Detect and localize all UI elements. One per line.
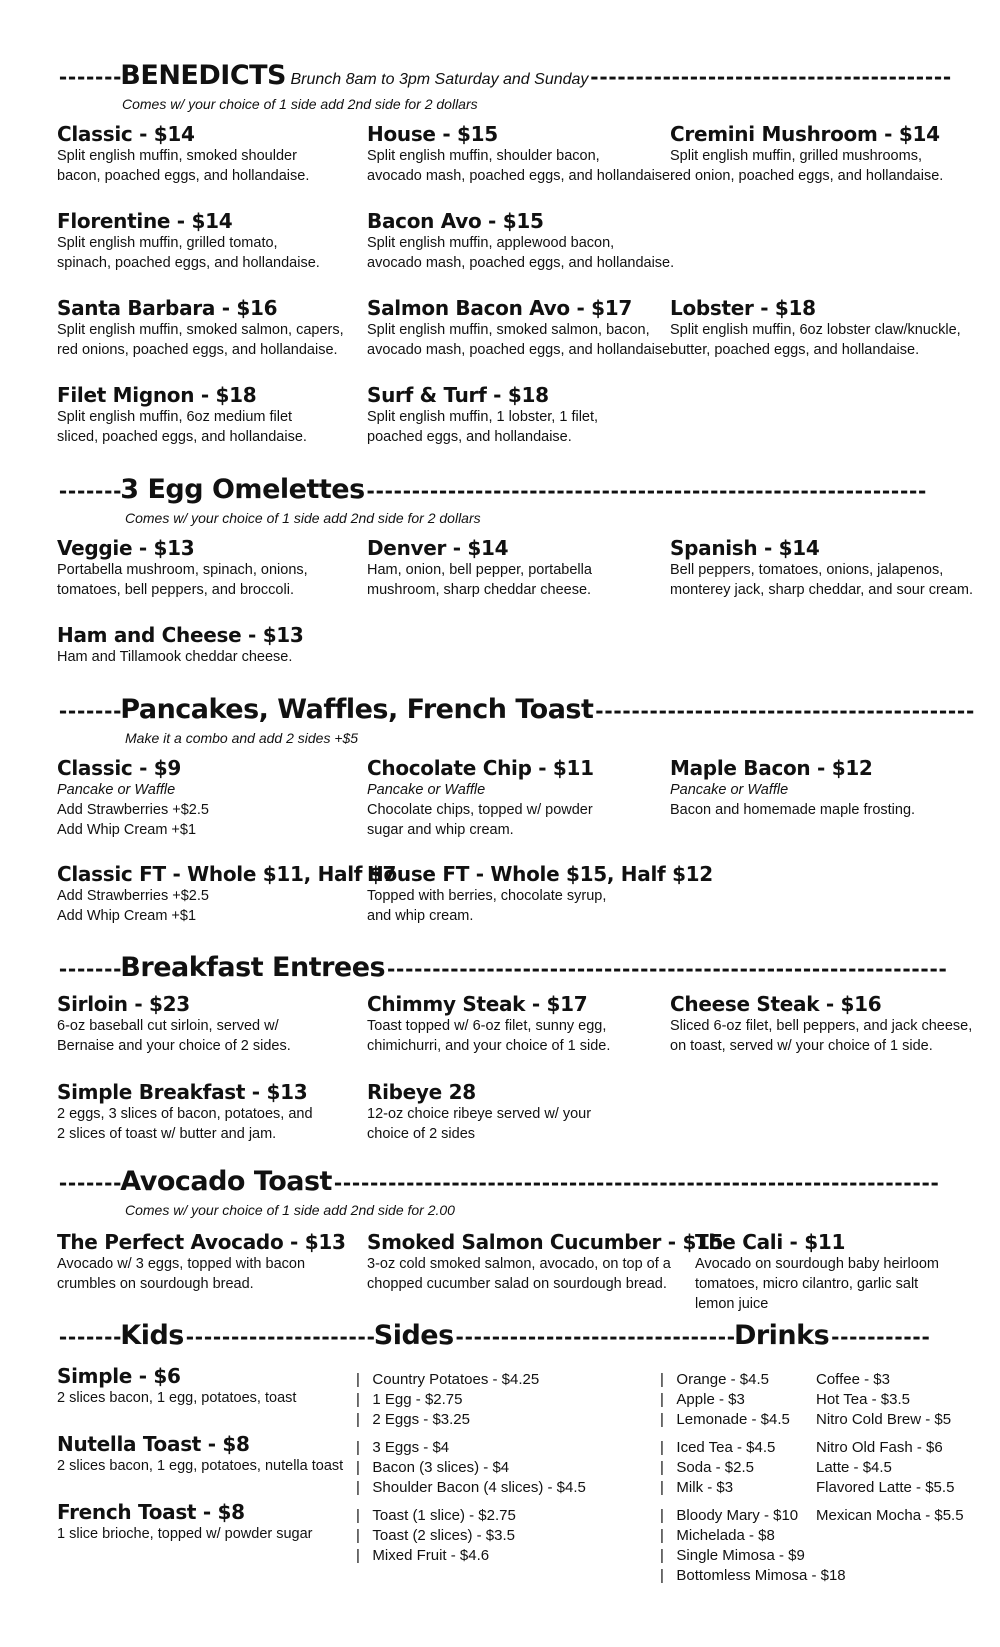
item-title: House FT - Whole $15, Half $12 [367,862,713,886]
item-desc: 2 slices bacon, 1 egg, potatoes, toast [57,1390,297,1406]
section-title: Pancakes, Waffles, French Toast [120,694,594,725]
item-desc: 2 eggs, 3 slices of bacon, potatoes, and 2 slices of toast w/ butter and jam. [57,1106,313,1142]
drinks-group [816,1438,954,1498]
sides-group [356,1438,586,1498]
menu-item [367,1080,591,1144]
item-desc: Split english muffin, 6oz medium filet sliced, poached eggs, and hollandaise. [57,409,307,445]
item-desc: Split english muffin, 6oz lobster claw/knuckle, butter, poached eggs, and hollandaise. [670,322,961,358]
drink-row: | Iced Tea - $4.5 [660,1439,776,1456]
item-title: Florentine - $14 [57,209,233,233]
item-title: Cremini Mushroom - $14 [670,122,940,146]
drink-row: Nitro Old Fash - $6 [816,1439,943,1456]
item-desc: Split english muffin, grilled tomato, spinach, poached eggs, and hollandaise. [57,235,320,271]
drink-row: Hot Tea - $3.5 [816,1391,910,1408]
menu-item [57,296,344,360]
item-subtitle: Pancake or Waffle [57,782,176,798]
section-subtitle: Brunch 8am to 3pm Saturday and Sunday [290,71,589,88]
section-title: Avocado Toast [120,1166,332,1197]
drink-row: | Milk - $3 [660,1479,734,1496]
menu-item [367,536,592,600]
menu-item [670,536,973,600]
item-title: Spanish - $14 [670,536,820,560]
menu-item [57,623,304,667]
item-title: House - $15 [367,122,498,146]
drink-row: Nitro Cold Brew - $5 [816,1411,952,1428]
menu-item [367,992,610,1056]
menu-item [367,862,713,926]
entrees-header [57,952,946,983]
item-title: Nutella Toast - $8 [57,1432,250,1456]
drink-row: | Orange - $4.5 [660,1371,769,1388]
item-title: Filet Mignon - $18 [57,383,257,407]
menu-item [670,756,915,820]
item-title: Denver - $14 [367,536,509,560]
omelettes-note: Comes w/ your choice of 1 side add 2nd side for 2 dollars [125,510,481,526]
item-title: Maple Bacon - $12 [670,756,873,780]
drink-row: Coffee - $3 [816,1371,890,1388]
avocado-header [57,1166,938,1197]
side-row: | Toast (2 slices) - $3.5 [356,1527,515,1544]
item-desc: Toast topped w/ 6-oz filet, sunny egg, chimichurri, and your choice of 1 side. [367,1018,611,1054]
item-desc: Avocado on sourdough baby heirloom tomatoes, micro cilantro, garlic salt lemon juice [695,1256,939,1312]
item-title: Surf & Turf - $18 [367,383,549,407]
drinks-group [816,1506,964,1526]
item-title: Simple Breakfast - $13 [57,1080,308,1104]
kids-item [57,1500,313,1544]
benedicts-note: Comes w/ your choice of 1 side add 2nd side for 2 dollars [122,96,478,112]
item-title: Chimmy Steak - $17 [367,992,588,1016]
menu-item [670,122,943,186]
menu-item [670,296,961,360]
section-title: 3 Egg Omelettes [120,474,365,505]
section-title: BENEDICTS [120,60,286,91]
section-title: Breakfast Entrees [120,952,386,983]
menu-item [57,1230,346,1294]
drinks-group [816,1370,951,1430]
divider: ------- [57,1325,121,1349]
divider: ---------------------------------------- [588,65,951,89]
drink-row: | Apple - $3 [660,1391,745,1408]
item-desc: Avocado w/ 3 eggs, topped with bacon crumbles on sourdough bread. [57,1256,306,1292]
drinks-title: Drinks [733,1320,830,1351]
divider: -------------------------------------------------------------- [385,957,946,981]
side-row: | 1 Egg - $2.75 [356,1391,463,1408]
kids-item [57,1432,343,1476]
drink-row: | Single Mimosa - $9 [660,1547,805,1564]
menu-item [367,122,674,186]
menu-item [367,383,598,447]
menu-item [57,992,291,1056]
menu-item [670,992,972,1056]
divider: ------- [57,699,121,723]
drink-row: | Bottomless Mimosa - $18 [660,1567,846,1584]
item-desc: Bacon and homemade maple frosting. [670,802,916,818]
item-desc: 3-oz cold smoked salmon, avocado, on top of a chopped cucumber salad on sourdough bread. [367,1256,671,1292]
side-row: | Shoulder Bacon (4 slices) - $4.5 [356,1479,586,1496]
divider: ------------------------------- [453,1325,734,1349]
menu-item [367,1230,723,1294]
menu-item [57,536,308,600]
drink-row: Mexican Mocha - $5.5 [816,1507,964,1524]
side-row: | 2 Eggs - $3.25 [356,1411,470,1428]
pancakes-header [57,694,973,725]
benedicts-header [57,60,950,91]
item-title: Bacon Avo - $15 [367,209,544,233]
divider: ------- [57,957,121,981]
pancakes-note: Make it a combo and add 2 sides +$5 [125,730,359,746]
item-desc: Split english muffin, 1 lobster, 1 filet, poached eggs, and hollandaise. [367,409,599,445]
item-desc: Portabella mushroom, spinach, onions, tomatoes, bell peppers, and broccoli. [57,562,308,598]
menu-item [57,209,320,273]
drink-row: | Michelada - $8 [660,1527,775,1544]
divider: ------------------------------------------ [593,699,974,723]
bottom-header [57,1320,929,1351]
sides-title: Sides [373,1320,454,1351]
side-row: | Toast (1 slice) - $2.75 [356,1507,516,1524]
item-desc: Split english muffin, smoked shoulder bacon, poached eggs, and hollandaise. [57,148,310,184]
sides-group [356,1506,516,1566]
avocado-note: Comes w/ your choice of 1 side add 2nd side for 2.00 [125,1202,455,1218]
divider: --------------------- [183,1325,374,1349]
divider: ------- [57,479,121,503]
item-title: Classic - $9 [57,756,182,780]
kids-title: Kids [120,1320,184,1351]
item-title: Classic - $14 [57,122,195,146]
item-desc: 1 slice brioche, topped w/ powder sugar [57,1526,313,1542]
sides-group [356,1370,539,1430]
item-desc: Bell peppers, tomatoes, onions, jalapenos, monterey jack, sharp cheddar, and sour cream. [670,562,974,598]
divider: -------------------------------------------------------------- [364,479,926,503]
menu-item [57,383,307,447]
item-subtitle: Pancake or Waffle [367,782,486,798]
menu-item [367,756,594,840]
menu-item [57,756,209,840]
item-title: Smoked Salmon Cucumber - $15 [367,1230,724,1254]
item-desc: Split english muffin, grilled mushrooms, red onion, poached eggs, and hollandaise. [670,148,944,184]
item-title: Santa Barbara - $16 [57,296,278,320]
item-title: Cheese Steak - $16 [670,992,882,1016]
menu-item [57,1080,313,1144]
menu-item [367,296,674,360]
omelettes-header [57,474,925,505]
divider: ------- [57,65,121,89]
item-desc: 2 slices bacon, 1 egg, potatoes, nutella toast [57,1458,344,1474]
item-desc: Add Strawberries +$2.5 Add Whip Cream +$1 [57,888,209,924]
item-desc: Topped with berries, chocolate syrup, and whip cream. [367,888,607,924]
item-title: Veggie - $13 [57,536,195,560]
drink-row: | Lemonade - $4.5 [660,1411,790,1428]
item-desc: Ham and Tillamook cheddar cheese. [57,649,293,665]
drink-row: Flavored Latte - $5.5 [816,1479,955,1496]
drinks-group [660,1370,790,1430]
item-desc: Ham, onion, bell pepper, portabella mushroom, sharp cheddar cheese. [367,562,592,598]
side-row: | Country Potatoes - $4.25 [356,1371,540,1388]
menu-item [57,862,396,926]
item-title: French Toast - $8 [57,1500,245,1524]
item-desc: Add Strawberries +$2.5 Add Whip Cream +$1 [57,802,209,838]
item-title: Chocolate Chip - $11 [367,756,594,780]
item-title: Lobster - $18 [670,296,816,320]
item-desc: Split english muffin, smoked salmon, bacon, avocado mash, poached eggs, and hollandaise. [367,322,675,358]
item-desc: Sliced 6-oz filet, bell peppers, and jack cheese, on toast, served w/ your choice of 1 side. [670,1018,973,1054]
drink-row: | Soda - $2.5 [660,1459,754,1476]
item-title: Sirloin - $23 [57,992,190,1016]
item-desc: 6-oz baseball cut sirloin, served w/ Bernaise and your choice of 2 sides. [57,1018,291,1054]
item-desc: Split english muffin, shoulder bacon, avocado mash, poached eggs, and hollandaise. [367,148,675,184]
item-desc: Chocolate chips, topped w/ powder sugar and whip cream. [367,802,593,838]
item-title: Ribeye 28 [367,1080,476,1104]
menu-item [57,122,309,186]
item-title: Salmon Bacon Avo - $17 [367,296,632,320]
item-title: Simple - $6 [57,1364,181,1388]
drink-row: | Bloody Mary - $10 [660,1507,799,1524]
menu-item [367,209,674,273]
divider: ----------- [829,1325,929,1349]
item-title: The Cali - $11 [695,1230,846,1254]
item-desc: Split english muffin, smoked salmon, capers, red onions, poached eggs, and hollandaise. [57,322,344,358]
item-desc: Split english muffin, applewood bacon, avocado mash, poached eggs, and hollandaise. [367,235,675,271]
menu-item [695,1230,939,1314]
side-row: | Mixed Fruit - $4.6 [356,1547,490,1564]
drinks-group [660,1438,775,1498]
item-title: Ham and Cheese - $13 [57,623,304,647]
side-row: | Bacon (3 slices) - $4 [356,1459,510,1476]
item-subtitle: Pancake or Waffle [670,782,789,798]
divider: ------------------------------------------------------------------- [331,1171,938,1195]
kids-item [57,1364,296,1408]
side-row: | 3 Eggs - $4 [356,1439,450,1456]
item-title: Classic FT - Whole $11, Half $7 [57,862,397,886]
item-desc: 12-oz choice ribeye served w/ your choice of 2 sides [367,1106,592,1142]
drink-row: Latte - $4.5 [816,1459,892,1476]
divider: ------- [57,1171,121,1195]
item-title: The Perfect Avocado - $13 [57,1230,346,1254]
